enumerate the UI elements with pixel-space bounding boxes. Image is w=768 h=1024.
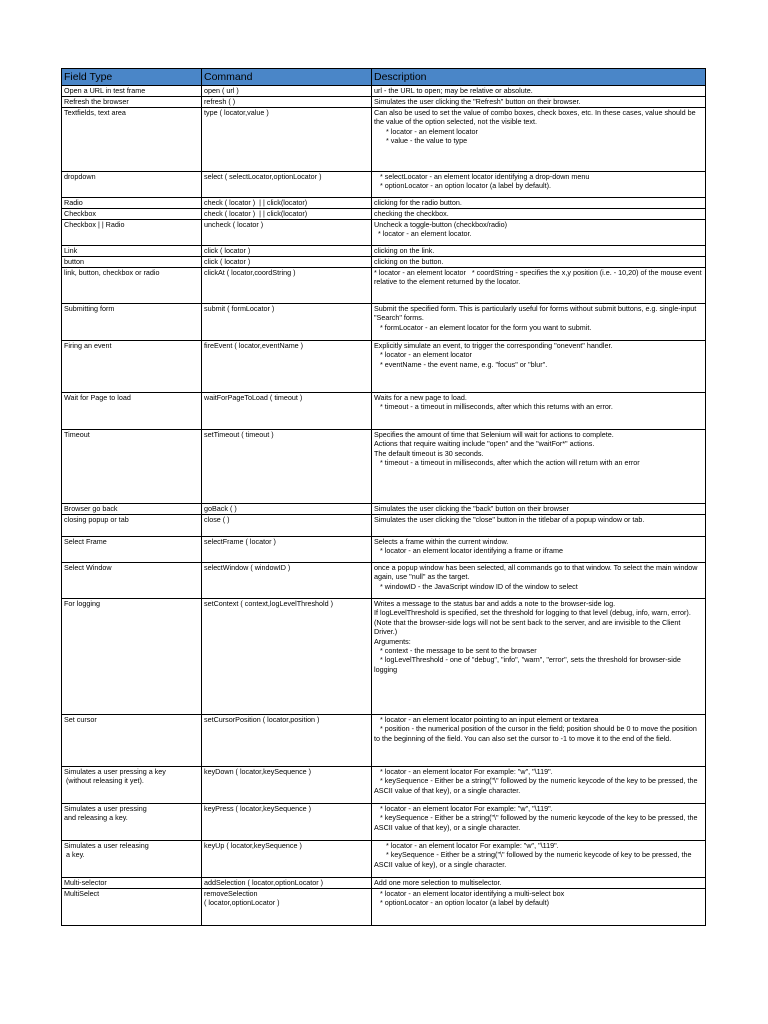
field-type-cell: Wait for Page to load	[62, 393, 202, 430]
selenium-commands-table	[61, 68, 706, 926]
description-cell: * locator - an element locator For example: "w", "\119". * keySequence - Either be a string("\" followed by the numeric keycode of the key to be pressed, the ASCII value of that key), or a single character.	[372, 804, 706, 841]
description-cell: * locator - an element locator * coordString - specifies the x,y position (i.e. - 10,20) of the mouse event relative to the element returned by the locator.	[372, 268, 706, 304]
table-row	[62, 715, 706, 767]
command-cell: fireEvent ( locator,eventName )	[202, 341, 372, 393]
description-cell: Add one more selection to multiselector.	[372, 878, 706, 889]
description-cell: clicking on the link.	[372, 246, 706, 257]
command-cell: keyPress ( locator,keySequence )	[202, 804, 372, 841]
table-row	[62, 209, 706, 220]
table-row	[62, 563, 706, 599]
description-cell: Explicitly simulate an event, to trigger the corresponding "onevent" handler. * locator - an element locator * eventName - the event name, e.g. "focus" or "blur".	[372, 341, 706, 393]
table-row	[62, 878, 706, 889]
table-row	[62, 246, 706, 257]
field-type-cell: Simulates a user pressing a key (without releasing it yet).	[62, 767, 202, 804]
command-cell: removeSelection ( locator,optionLocator )	[202, 889, 372, 926]
field-type-cell: link, button, checkbox or radio	[62, 268, 202, 304]
field-type-cell: Firing an event	[62, 341, 202, 393]
description-cell: Selects a frame within the current window. * locator - an element locator identifying a frame or iframe	[372, 537, 706, 563]
description-cell: * locator - an element locator identifying a multi-select box * optionLocator - an option locator (a label by default)	[372, 889, 706, 926]
command-cell: setCursorPosition ( locator,position )	[202, 715, 372, 767]
table-row	[62, 841, 706, 878]
field-type-cell: Refresh the browser	[62, 97, 202, 108]
command-cell: close ( )	[202, 515, 372, 537]
field-type-cell: Multi-selector	[62, 878, 202, 889]
command-cell: selectWindow ( windowID )	[202, 563, 372, 599]
description-cell: * selectLocator - an element locator identifying a drop-down menu * optionLocator - an option locator (a label by default).	[372, 172, 706, 198]
field-type-cell: For logging	[62, 599, 202, 715]
table-row	[62, 430, 706, 504]
description-cell: Simulates the user clicking the "Refresh" button on their browser.	[372, 97, 706, 108]
command-cell: clickAt ( locator,coordString )	[202, 268, 372, 304]
field-type-cell: Set cursor	[62, 715, 202, 767]
command-cell: submit ( formLocator )	[202, 304, 372, 341]
description-cell: clicking on the button.	[372, 257, 706, 268]
command-cell: click ( locator )	[202, 257, 372, 268]
table-row	[62, 97, 706, 108]
table-row	[62, 304, 706, 341]
field-type-cell: closing popup or tab	[62, 515, 202, 537]
field-type-cell: Simulates a user pressing and releasing a key.	[62, 804, 202, 841]
field-type-cell: Timeout	[62, 430, 202, 504]
table-row	[62, 198, 706, 209]
command-cell: selectFrame ( locator )	[202, 537, 372, 563]
field-type-cell: Radio	[62, 198, 202, 209]
command-cell: check ( locator ) | | click(locator)	[202, 209, 372, 220]
command-cell: keyUp ( locator,keySequence )	[202, 841, 372, 878]
field-type-cell: Submitting form	[62, 304, 202, 341]
table-row	[62, 257, 706, 268]
description-cell: Specifies the amount of time that Selenium will wait for actions to complete. Actions that require waiting include "open" and the "waitFor*" actions. The default timeout is 30 seconds. * timeout - a timeout in milliseconds, after which the action will return with an error	[372, 430, 706, 504]
command-cell: refresh ( )	[202, 97, 372, 108]
table-row	[62, 804, 706, 841]
command-cell: setContext ( context,logLevelThreshold )	[202, 599, 372, 715]
description-cell: url - the URL to open; may be relative or absolute.	[372, 86, 706, 97]
command-cell: waitForPageToLoad ( timeout )	[202, 393, 372, 430]
command-cell: addSelection ( locator,optionLocator )	[202, 878, 372, 889]
table-row	[62, 515, 706, 537]
description-cell: Uncheck a toggle-button (checkbox/radio) * locator - an element locator.	[372, 220, 706, 246]
field-type-cell: Checkbox | | Radio	[62, 220, 202, 246]
command-cell: check ( locator ) | | click(locator)	[202, 198, 372, 209]
table-row	[62, 172, 706, 198]
command-cell: setTimeout ( timeout )	[202, 430, 372, 504]
description-cell: * locator - an element locator pointing to an input element or textarea * position - the numerical position of the cursor in the field; position should be 0 to move the position to the beginning of the field. You can also set the cursor to -1 to move it to the end of the field.	[372, 715, 706, 767]
table-row	[62, 268, 706, 304]
command-cell: uncheck ( locator )	[202, 220, 372, 246]
command-cell: goBack ( )	[202, 504, 372, 515]
table-row	[62, 504, 706, 515]
table-row	[62, 393, 706, 430]
command-cell: click ( locator )	[202, 246, 372, 257]
description-cell: clicking for the radio button.	[372, 198, 706, 209]
field-type-cell: Checkbox	[62, 209, 202, 220]
field-type-cell: MultiSelect	[62, 889, 202, 926]
description-cell: Waits for a new page to load. * timeout - a timeout in milliseconds, after which this returns with an error.	[372, 393, 706, 430]
table-row	[62, 86, 706, 97]
field-type-cell: Link	[62, 246, 202, 257]
header-row	[62, 69, 706, 86]
command-cell: keyDown ( locator,keySequence )	[202, 767, 372, 804]
description-cell: Simulates the user clicking the "back" button on their browser	[372, 504, 706, 515]
field-type-cell: Open a URL in test frame	[62, 86, 202, 97]
description-cell: Writes a message to the status bar and adds a note to the browser-side log. If logLevelThreshold is specified, set the threshold for logging to that level (debug, info, warn, error). (Note that the browser-side logs will not be sent back to the server, and are invisible to the Client Driver.) Arguments: * context - the message to be sent to the browser * logLevelThreshold - one of "debug", "info", "warn", "error", sets the threshold for browser-side logging	[372, 599, 706, 715]
field-type-cell: Textfields, text area	[62, 108, 202, 172]
table-row	[62, 108, 706, 172]
description-cell: * locator - an element locator For example: "w", "\119". * keySequence - Either be a string("\" followed by the numeric keycode of the key to be pressed, the ASCII value of that key), or a single character.	[372, 767, 706, 804]
description-cell: * locator - an element locator For example: "w", "\119". * keySequence - Either be a string("\" followed by the numeric keycode of key to be pressed, the ASCII value of key), or a single character.	[372, 841, 706, 878]
header-command: Command	[202, 69, 372, 86]
field-type-cell: Select Frame	[62, 537, 202, 563]
table-row	[62, 889, 706, 926]
field-type-cell: button	[62, 257, 202, 268]
field-type-cell: Simulates a user releasing a key.	[62, 841, 202, 878]
field-type-cell: Browser go back	[62, 504, 202, 515]
command-cell: select ( selectLocator,optionLocator )	[202, 172, 372, 198]
command-cell: open ( url )	[202, 86, 372, 97]
table-row	[62, 220, 706, 246]
header-field-type: Field Type	[62, 69, 202, 86]
header-description: Description	[372, 69, 706, 86]
field-type-cell: Select Window	[62, 563, 202, 599]
description-cell: Can also be used to set the value of combo boxes, check boxes, etc. In these cases, value should be the value of the option selected, not the visible text. * locator - an element locator * value - the value to type	[372, 108, 706, 172]
command-cell: type ( locator,value )	[202, 108, 372, 172]
description-cell: once a popup window has been selected, all commands go to that window. To select the main window again, use "null" as the target. * windowID - the JavaScript window ID of the window to select	[372, 563, 706, 599]
description-cell: checking the checkbox.	[372, 209, 706, 220]
table-row	[62, 537, 706, 563]
table-row	[62, 599, 706, 715]
field-type-cell: dropdown	[62, 172, 202, 198]
description-cell: Simulates the user clicking the "close" button in the titlebar of a popup window or tab.	[372, 515, 706, 537]
description-cell: Submit the specified form. This is particularly useful for forms without submit buttons, e.g. single-input "Search" forms. * formLocator - an element locator for the form you want to submit.	[372, 304, 706, 341]
table-row	[62, 341, 706, 393]
table-row	[62, 767, 706, 804]
